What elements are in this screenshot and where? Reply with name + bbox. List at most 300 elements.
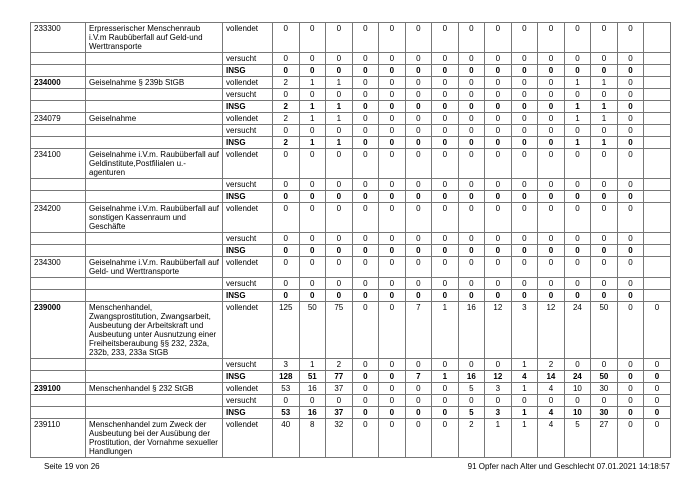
offense-description-cell — [86, 245, 223, 257]
value-cell: 4 — [538, 407, 565, 419]
value-cell: 0 — [299, 278, 326, 290]
value-cell: 0 — [617, 113, 644, 125]
value-cell: 0 — [352, 125, 379, 137]
table-row — [31, 191, 671, 203]
value-cell: 4 — [511, 371, 538, 383]
value-cell: 0 — [432, 383, 459, 395]
value-cell: 0 — [458, 395, 485, 407]
value-cell: 0 — [405, 89, 432, 101]
value-cell: 0 — [273, 233, 300, 245]
value-cell: 0 — [617, 257, 644, 278]
value-cell: 0 — [379, 179, 406, 191]
value-cell: 0 — [617, 290, 644, 302]
value-cell: 24 — [564, 371, 591, 383]
value-cell — [644, 233, 671, 245]
value-cell: 0 — [458, 113, 485, 125]
value-cell: 1 — [591, 101, 618, 113]
value-cell: 0 — [273, 257, 300, 278]
report-info: 91 Opfer nach Alter und Geschlecht 07.01.2021 14:18:57 — [467, 462, 670, 471]
value-cell: 0 — [591, 290, 618, 302]
value-cell: 50 — [299, 302, 326, 359]
value-cell: 0 — [352, 407, 379, 419]
value-cell: 0 — [538, 191, 565, 203]
status-cell: vollendet — [223, 257, 273, 278]
value-cell: 0 — [458, 359, 485, 371]
value-cell — [644, 137, 671, 149]
value-cell: 0 — [379, 302, 406, 359]
value-cell: 0 — [405, 77, 432, 89]
value-cell: 0 — [564, 233, 591, 245]
value-cell: 2 — [458, 419, 485, 458]
offense-code-cell: 234000 — [31, 77, 86, 89]
value-cell: 0 — [405, 233, 432, 245]
table-row — [31, 359, 671, 371]
value-cell: 0 — [299, 65, 326, 77]
table-row — [31, 419, 671, 458]
status-cell: versucht — [223, 53, 273, 65]
value-cell: 5 — [564, 419, 591, 458]
value-cell: 0 — [511, 203, 538, 233]
value-cell: 0 — [352, 203, 379, 233]
value-cell: 0 — [326, 278, 353, 290]
status-cell: vollendet — [223, 383, 273, 395]
offense-description-cell: Erpresserischer Menschenraub i.V.m Raubüberfall auf Geld-und Werttransporte — [86, 23, 223, 53]
value-cell: 0 — [326, 125, 353, 137]
value-cell: 0 — [564, 23, 591, 53]
value-cell: 40 — [273, 419, 300, 458]
value-cell: 0 — [352, 149, 379, 179]
value-cell: 0 — [432, 113, 459, 125]
value-cell: 0 — [352, 23, 379, 53]
value-cell: 0 — [485, 395, 512, 407]
offense-code-cell: 234300 — [31, 257, 86, 278]
value-cell: 128 — [273, 371, 300, 383]
value-cell: 0 — [299, 53, 326, 65]
value-cell: 0 — [405, 65, 432, 77]
value-cell: 1 — [564, 113, 591, 125]
table-row — [31, 77, 671, 89]
value-cell: 0 — [352, 65, 379, 77]
value-cell — [644, 245, 671, 257]
value-cell: 0 — [379, 65, 406, 77]
value-cell: 0 — [485, 233, 512, 245]
value-cell: 0 — [379, 53, 406, 65]
value-cell: 0 — [458, 179, 485, 191]
value-cell: 0 — [485, 23, 512, 53]
value-cell: 0 — [379, 278, 406, 290]
value-cell: 0 — [591, 125, 618, 137]
value-cell: 1 — [299, 113, 326, 125]
value-cell: 0 — [591, 233, 618, 245]
table-row — [31, 407, 671, 419]
value-cell: 0 — [644, 383, 671, 395]
value-cell: 0 — [432, 278, 459, 290]
value-cell: 0 — [379, 149, 406, 179]
value-cell: 0 — [352, 419, 379, 458]
value-cell: 0 — [485, 278, 512, 290]
offense-code-cell — [31, 125, 86, 137]
value-cell: 37 — [326, 383, 353, 395]
value-cell: 1 — [432, 302, 459, 359]
value-cell: 0 — [644, 407, 671, 419]
value-cell: 0 — [299, 245, 326, 257]
value-cell: 2 — [273, 113, 300, 125]
value-cell: 0 — [326, 245, 353, 257]
value-cell: 0 — [379, 113, 406, 125]
value-cell: 0 — [432, 419, 459, 458]
value-cell: 0 — [511, 257, 538, 278]
value-cell: 0 — [458, 101, 485, 113]
value-cell: 0 — [485, 125, 512, 137]
status-cell: INSG — [223, 371, 273, 383]
value-cell: 0 — [379, 371, 406, 383]
value-cell: 0 — [352, 77, 379, 89]
value-cell: 0 — [432, 149, 459, 179]
table-row — [31, 137, 671, 149]
value-cell: 10 — [564, 407, 591, 419]
value-cell: 0 — [458, 290, 485, 302]
value-cell: 0 — [485, 179, 512, 191]
value-cell: 0 — [405, 137, 432, 149]
value-cell: 51 — [299, 371, 326, 383]
value-cell: 0 — [405, 53, 432, 65]
value-cell: 0 — [564, 89, 591, 101]
value-cell: 30 — [591, 407, 618, 419]
value-cell: 16 — [299, 407, 326, 419]
value-cell: 0 — [564, 359, 591, 371]
value-cell: 0 — [273, 125, 300, 137]
value-cell: 0 — [458, 65, 485, 77]
value-cell: 77 — [326, 371, 353, 383]
value-cell: 0 — [511, 245, 538, 257]
value-cell: 0 — [352, 302, 379, 359]
value-cell: 0 — [485, 101, 512, 113]
value-cell: 37 — [326, 407, 353, 419]
offense-description-cell — [86, 65, 223, 77]
value-cell: 3 — [511, 302, 538, 359]
value-cell: 0 — [432, 89, 459, 101]
value-cell: 0 — [458, 278, 485, 290]
value-cell: 0 — [379, 359, 406, 371]
table-row — [31, 371, 671, 383]
value-cell: 0 — [511, 137, 538, 149]
value-cell: 0 — [273, 191, 300, 203]
value-cell: 0 — [591, 89, 618, 101]
status-cell: versucht — [223, 179, 273, 191]
value-cell: 0 — [511, 278, 538, 290]
value-cell: 0 — [299, 149, 326, 179]
value-cell: 0 — [485, 191, 512, 203]
status-cell: vollendet — [223, 113, 273, 125]
value-cell: 0 — [405, 257, 432, 278]
offense-description-cell — [86, 371, 223, 383]
value-cell: 1 — [564, 137, 591, 149]
value-cell: 1 — [326, 137, 353, 149]
value-cell: 0 — [405, 278, 432, 290]
status-cell: versucht — [223, 278, 273, 290]
value-cell: 1 — [299, 101, 326, 113]
value-cell: 0 — [511, 125, 538, 137]
offense-code-cell — [31, 278, 86, 290]
value-cell: 0 — [591, 53, 618, 65]
value-cell: 12 — [485, 371, 512, 383]
value-cell: 0 — [617, 101, 644, 113]
value-cell: 0 — [511, 179, 538, 191]
status-cell: versucht — [223, 395, 273, 407]
value-cell — [644, 125, 671, 137]
value-cell: 0 — [326, 191, 353, 203]
value-cell: 0 — [379, 23, 406, 53]
value-cell: 0 — [644, 359, 671, 371]
value-cell: 0 — [299, 23, 326, 53]
value-cell: 0 — [273, 23, 300, 53]
table-row — [31, 290, 671, 302]
offense-description-cell — [86, 278, 223, 290]
offense-code-cell: 233300 — [31, 23, 86, 53]
value-cell: 0 — [538, 113, 565, 125]
value-cell: 0 — [617, 77, 644, 89]
value-cell: 0 — [538, 179, 565, 191]
value-cell: 0 — [273, 65, 300, 77]
value-cell: 1 — [326, 101, 353, 113]
value-cell: 0 — [432, 179, 459, 191]
value-cell: 75 — [326, 302, 353, 359]
value-cell: 0 — [617, 23, 644, 53]
value-cell: 0 — [617, 359, 644, 371]
value-cell: 0 — [564, 203, 591, 233]
value-cell: 0 — [564, 245, 591, 257]
value-cell: 0 — [538, 125, 565, 137]
value-cell: 0 — [564, 290, 591, 302]
offense-code-cell — [31, 65, 86, 77]
offense-code-cell — [31, 245, 86, 257]
value-cell: 0 — [379, 77, 406, 89]
value-cell: 16 — [299, 383, 326, 395]
value-cell: 0 — [299, 257, 326, 278]
value-cell: 0 — [511, 77, 538, 89]
value-cell: 0 — [379, 89, 406, 101]
value-cell: 0 — [405, 23, 432, 53]
offense-description-cell — [86, 407, 223, 419]
value-cell: 0 — [564, 278, 591, 290]
value-cell: 0 — [458, 191, 485, 203]
value-cell: 0 — [617, 407, 644, 419]
value-cell: 0 — [299, 290, 326, 302]
value-cell: 0 — [379, 125, 406, 137]
value-cell: 0 — [432, 125, 459, 137]
value-cell: 125 — [273, 302, 300, 359]
offense-code-cell — [31, 191, 86, 203]
value-cell: 0 — [617, 245, 644, 257]
value-cell: 0 — [432, 23, 459, 53]
value-cell: 0 — [538, 137, 565, 149]
offense-code-cell: 234200 — [31, 203, 86, 233]
value-cell: 0 — [432, 65, 459, 77]
value-cell: 0 — [273, 278, 300, 290]
offense-description-cell — [86, 89, 223, 101]
offense-description-cell — [86, 395, 223, 407]
value-cell: 0 — [299, 395, 326, 407]
value-cell: 4 — [538, 419, 565, 458]
value-cell: 2 — [538, 359, 565, 371]
value-cell: 0 — [432, 101, 459, 113]
status-cell: versucht — [223, 359, 273, 371]
value-cell: 0 — [485, 203, 512, 233]
value-cell: 0 — [273, 149, 300, 179]
value-cell: 0 — [538, 203, 565, 233]
value-cell: 0 — [458, 257, 485, 278]
table-row — [31, 383, 671, 395]
value-cell: 0 — [352, 245, 379, 257]
value-cell — [644, 77, 671, 89]
value-cell: 0 — [352, 101, 379, 113]
value-cell — [644, 179, 671, 191]
status-cell: vollendet — [223, 419, 273, 458]
value-cell — [644, 149, 671, 179]
status-cell: INSG — [223, 245, 273, 257]
value-cell: 0 — [432, 257, 459, 278]
value-cell: 0 — [538, 245, 565, 257]
value-cell: 7 — [405, 371, 432, 383]
value-cell: 0 — [273, 395, 300, 407]
value-cell: 0 — [485, 77, 512, 89]
value-cell: 12 — [485, 302, 512, 359]
value-cell: 0 — [299, 233, 326, 245]
value-cell: 0 — [644, 302, 671, 359]
value-cell: 0 — [379, 245, 406, 257]
value-cell: 0 — [511, 53, 538, 65]
value-cell: 0 — [379, 383, 406, 395]
value-cell: 0 — [617, 419, 644, 458]
value-cell: 0 — [432, 137, 459, 149]
status-cell: vollendet — [223, 149, 273, 179]
value-cell: 0 — [352, 371, 379, 383]
value-cell: 53 — [273, 383, 300, 395]
value-cell: 0 — [352, 89, 379, 101]
value-cell: 0 — [273, 203, 300, 233]
value-cell: 0 — [485, 65, 512, 77]
value-cell: 1 — [564, 101, 591, 113]
value-cell: 1 — [326, 113, 353, 125]
offense-description-cell — [86, 53, 223, 65]
table-row — [31, 65, 671, 77]
value-cell: 0 — [617, 89, 644, 101]
value-cell: 0 — [458, 53, 485, 65]
value-cell: 1 — [511, 383, 538, 395]
value-cell: 0 — [564, 257, 591, 278]
status-cell: INSG — [223, 191, 273, 203]
table-body — [31, 23, 671, 458]
value-cell: 0 — [617, 179, 644, 191]
value-cell: 0 — [485, 137, 512, 149]
status-cell: INSG — [223, 65, 273, 77]
value-cell: 0 — [511, 149, 538, 179]
value-cell: 0 — [564, 395, 591, 407]
value-cell: 0 — [432, 203, 459, 233]
value-cell: 0 — [617, 395, 644, 407]
value-cell: 1 — [299, 137, 326, 149]
statistics-table — [30, 22, 671, 458]
value-cell: 0 — [485, 149, 512, 179]
status-cell: vollendet — [223, 77, 273, 89]
value-cell: 0 — [511, 89, 538, 101]
value-cell: 0 — [405, 203, 432, 233]
value-cell: 0 — [538, 395, 565, 407]
offense-description-cell — [86, 179, 223, 191]
value-cell: 14 — [538, 371, 565, 383]
value-cell: 1 — [591, 137, 618, 149]
offense-description-cell: Menschenhandel § 232 StGB — [86, 383, 223, 395]
value-cell: 1 — [591, 77, 618, 89]
value-cell — [644, 23, 671, 53]
offense-description-cell: Geiselnahme i.V.m. Raubüberfall auf Geldinstitute,Postfilialen u.-agenturen — [86, 149, 223, 179]
value-cell: 0 — [405, 149, 432, 179]
value-cell: 0 — [352, 383, 379, 395]
value-cell: 2 — [326, 359, 353, 371]
value-cell: 1 — [511, 359, 538, 371]
value-cell: 0 — [591, 65, 618, 77]
value-cell: 0 — [379, 257, 406, 278]
value-cell: 0 — [379, 203, 406, 233]
value-cell: 16 — [458, 302, 485, 359]
value-cell: 0 — [458, 245, 485, 257]
value-cell: 0 — [432, 53, 459, 65]
value-cell — [644, 65, 671, 77]
value-cell — [644, 113, 671, 125]
status-cell: versucht — [223, 233, 273, 245]
value-cell: 0 — [485, 290, 512, 302]
value-cell: 0 — [485, 113, 512, 125]
value-cell: 0 — [458, 23, 485, 53]
value-cell — [644, 203, 671, 233]
value-cell: 0 — [564, 191, 591, 203]
table-row — [31, 23, 671, 53]
offense-description-cell — [86, 233, 223, 245]
value-cell: 0 — [432, 395, 459, 407]
value-cell: 0 — [432, 245, 459, 257]
value-cell: 0 — [405, 191, 432, 203]
offense-code-cell: 234079 — [31, 113, 86, 125]
value-cell: 0 — [326, 233, 353, 245]
value-cell: 3 — [485, 383, 512, 395]
value-cell: 0 — [538, 149, 565, 179]
value-cell: 0 — [405, 407, 432, 419]
value-cell: 0 — [617, 233, 644, 245]
value-cell: 0 — [405, 245, 432, 257]
value-cell: 12 — [538, 302, 565, 359]
value-cell: 0 — [617, 203, 644, 233]
status-cell: INSG — [223, 407, 273, 419]
value-cell: 0 — [405, 419, 432, 458]
value-cell: 0 — [352, 257, 379, 278]
value-cell: 0 — [644, 419, 671, 458]
offense-description-cell — [86, 359, 223, 371]
offense-code-cell — [31, 407, 86, 419]
offense-description-cell — [86, 290, 223, 302]
value-cell: 0 — [326, 203, 353, 233]
value-cell: 32 — [326, 419, 353, 458]
value-cell: 1 — [591, 113, 618, 125]
offense-description-cell: Geiselnahme i.V.m. Raubüberfall auf Geld- und Werttransporte — [86, 257, 223, 278]
table-row — [31, 245, 671, 257]
value-cell: 16 — [458, 371, 485, 383]
value-cell: 1 — [485, 419, 512, 458]
value-cell: 0 — [299, 203, 326, 233]
value-cell: 0 — [432, 290, 459, 302]
value-cell: 30 — [591, 383, 618, 395]
value-cell: 0 — [326, 290, 353, 302]
value-cell: 0 — [379, 395, 406, 407]
